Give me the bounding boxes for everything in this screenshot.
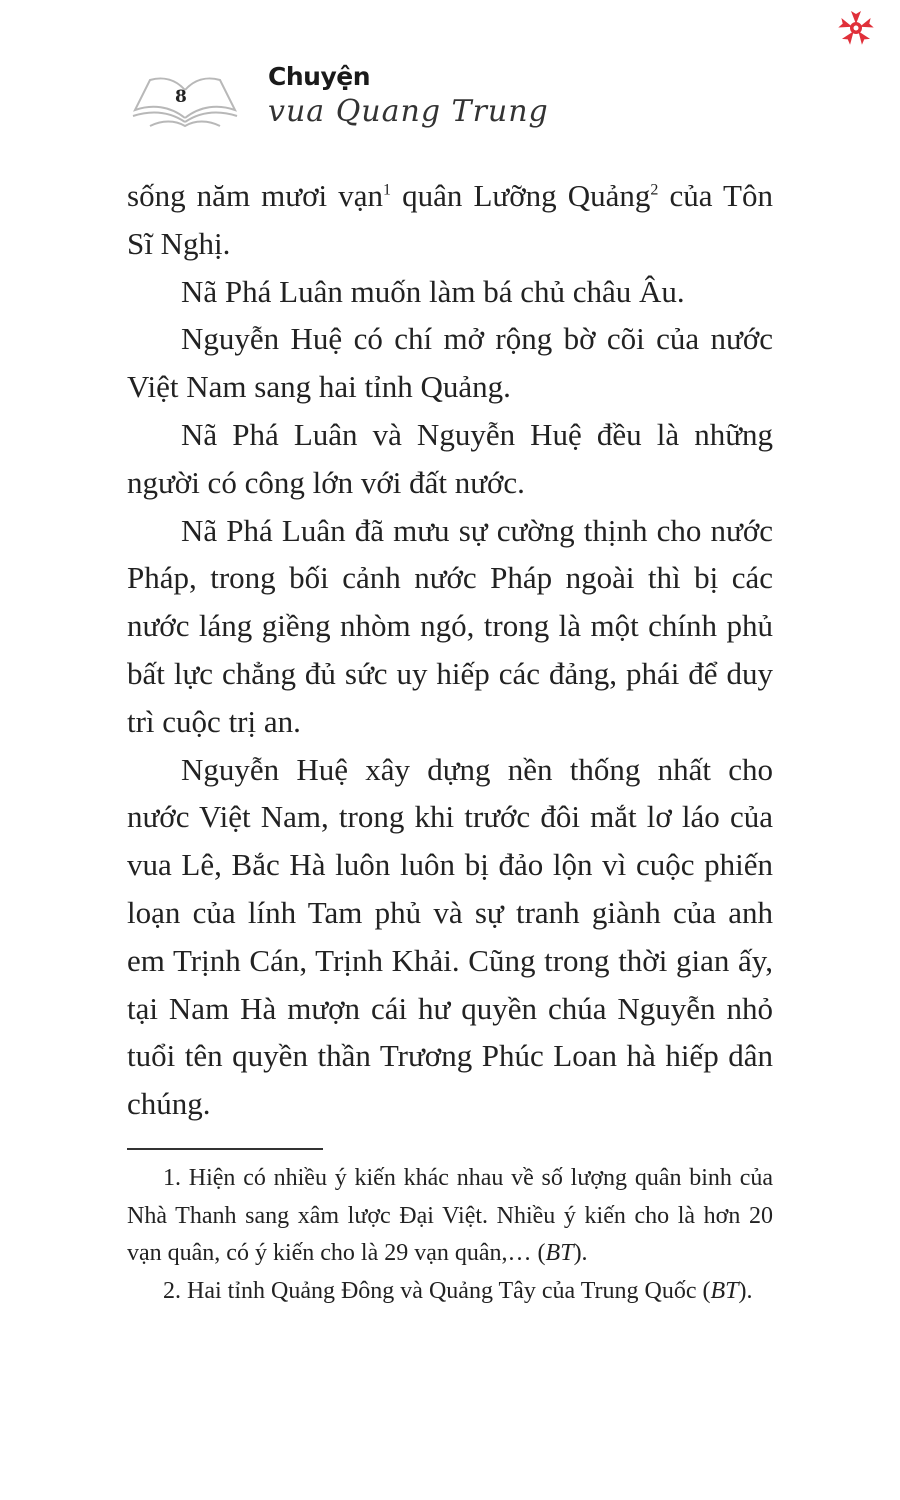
publisher-logo-icon xyxy=(836,8,876,48)
running-title-line2: vua Quang Trung xyxy=(268,94,549,129)
paragraph: Nguyễn Huệ xây dựng nền thống nhất cho nước Việt Nam, trong khi trước đôi mắt lơ láo của vua Lê, Bắc Hà luôn luôn bị đảo lộn vì cuộc phiến loạn của lính Tam phủ và sự tranh giành của anh em Trịnh Cán, Trịnh Khải. Cũng trong thời gian ấy, tại Nam Hà mượn cái hư quyền chúa Nguyễn nhỏ tuổi tên quyền thần Trương Phúc Loan hà hiếp dân chúng. xyxy=(127,751,773,1122)
paragraph: Nã Phá Luân muốn làm bá chủ châu Âu. xyxy=(181,273,685,309)
footnotes xyxy=(127,1160,773,1310)
footnote: 1. Hiện có nhiều ý kiến khác nhau về số lượng quân binh của Nhà Thanh sang xâm lược Đại Việt. Nhiều ý kiến cho là hơn 20 vạn quân, có ý kiến cho là 29 vạn quân,… (BT). xyxy=(127,1165,773,1266)
footnote-ref[interactable]: 2 xyxy=(650,181,659,199)
footnote: 2. Hai tỉnh Quảng Đông và Quảng Tây của Trung Quốc (BT). xyxy=(163,1277,753,1304)
footnote-ref[interactable]: 1 xyxy=(382,181,391,199)
footnote-divider xyxy=(127,1148,323,1150)
open-book-icon xyxy=(130,70,240,130)
paragraph: Nã Phá Luân đã mưu sự cường thịnh cho nước Pháp, trong bối cảnh nước Pháp ngoài thì bị các nước láng giềng nhòm ngó, trong là một chính phủ bất lực chẳng đủ sức uy hiếp các đảng, phái để duy trì cuộc trị an. xyxy=(127,512,773,739)
page-header xyxy=(130,62,730,142)
running-title-line1: Chuyện xyxy=(268,62,370,91)
paragraph: Nguyễn Huệ có chí mở rộng bờ cõi của nước Việt Nam sang hai tỉnh Quảng. xyxy=(127,321,773,405)
paragraph: sống năm mươi vạn$^1$ quân Lưỡng Quảng$^2$ của Tôn Sĩ Nghị. xyxy=(127,178,773,261)
page-number: 8 xyxy=(175,87,187,107)
paragraph: Nã Phá Luân và Nguyễn Huệ đều là những người có công lớn với đất nước. xyxy=(127,416,773,500)
body-text xyxy=(127,172,773,1128)
